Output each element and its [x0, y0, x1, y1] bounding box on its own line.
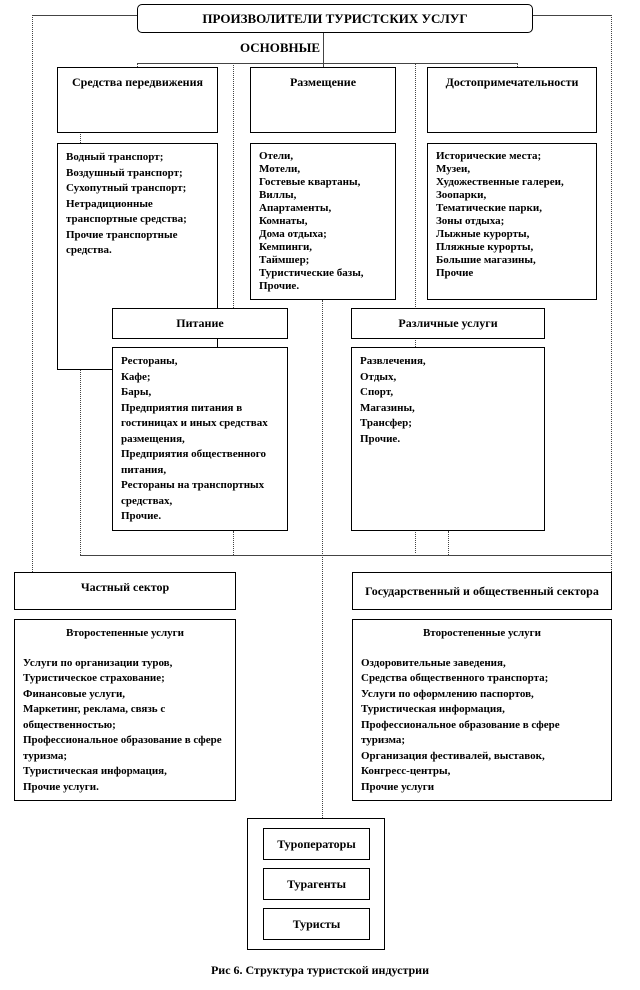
connector — [533, 15, 612, 16]
list-item: Комнаты, — [259, 215, 308, 227]
list-item: Тематические парки, — [436, 202, 542, 214]
list-item: Прочие услуги — [361, 780, 435, 793]
sights-title: Достопримечательности — [445, 75, 579, 89]
list-item: Услуги по организации туров, — [23, 656, 173, 669]
misc-list — [351, 347, 545, 531]
list-item: Средства общественного транспорта; — [361, 672, 549, 684]
list-item: Лыжные курорты, — [436, 228, 530, 240]
tourists-box — [263, 908, 370, 940]
connector — [611, 15, 612, 572]
list-item: Нетрадиционные транспортные средства; — [66, 197, 187, 225]
public-list — [352, 619, 612, 801]
sights-header — [427, 67, 597, 133]
food-list — [112, 347, 288, 531]
lodging-header — [250, 67, 396, 133]
list-item: Пляжные курорты, — [436, 241, 534, 253]
list-item: Водный транспорт; — [66, 151, 164, 163]
list-item: Виллы, — [259, 189, 297, 201]
food-header — [112, 308, 288, 339]
list-item: Прочие. — [259, 280, 300, 292]
list-item: Маркетинг, реклама, связь с общественностью; — [23, 703, 168, 731]
list-item: Таймшер; — [259, 254, 310, 266]
connector — [233, 63, 234, 308]
title: ПРОИЗВОЛИТЕЛИ ТУРИСТСКИХ УСЛУГ — [202, 10, 468, 26]
list-item: Рестораны, — [121, 355, 178, 367]
connector — [323, 33, 324, 67]
transport-title: Средства передвижения — [71, 75, 203, 89]
list-item: Мотели, — [259, 163, 301, 175]
connector — [233, 531, 234, 555]
list-item: Художественные галереи, — [436, 176, 564, 188]
connector — [137, 63, 517, 64]
lodging-title: Размещение — [289, 75, 357, 89]
food-title: Питание — [176, 316, 224, 330]
list-item: Дома отдыха; — [259, 228, 327, 240]
list-item: Большие магазины, — [436, 254, 536, 266]
sights-list — [427, 143, 597, 300]
list-item: Кемпинги, — [259, 241, 313, 253]
list-item: Кафе; — [121, 370, 151, 383]
list-item: Музеи, — [436, 163, 471, 175]
list-item: Туристическая информация, — [361, 703, 505, 715]
list-item: Апартаменты, — [259, 202, 332, 214]
connector — [80, 555, 612, 556]
list-item: Прочие услуги. — [23, 780, 99, 793]
list-item: Сухопутный транспорт; — [66, 182, 187, 194]
tour-operators-label: Туроператоры — [277, 836, 356, 851]
travel-agents-label: Турагенты — [287, 876, 346, 891]
list-item: Туристическое страхование; — [23, 672, 165, 684]
list-item: Туристическая информация, — [23, 765, 167, 777]
tour-operators-box — [263, 828, 370, 860]
list-item: Предприятия питания в гостиницах и иных средствах размещения, — [121, 401, 271, 445]
list-item: Магазины, — [360, 401, 415, 414]
travel-agents-box — [263, 868, 370, 900]
list-item: Отели, — [259, 150, 294, 162]
connector — [32, 15, 137, 16]
misc-header — [351, 308, 545, 339]
list-item: Трансфер; — [360, 417, 412, 429]
list-item: Оздоровительные заведения, — [361, 656, 506, 669]
public-header — [352, 572, 612, 610]
list-item: Туристические базы, — [259, 267, 364, 279]
list-item: Зоопарки, — [436, 189, 487, 201]
main-label: ОСНОВНЫЕ — [240, 40, 321, 55]
title-box — [137, 4, 533, 33]
list-item: Конгресс-центры, — [361, 765, 451, 777]
connector — [322, 300, 323, 818]
list-item: Гостевые квартаны, — [259, 176, 361, 188]
caption: Рис 6. Структура туристской индустрии — [210, 963, 430, 977]
list-item: Исторические места; — [436, 150, 542, 162]
list-item: Бары, — [121, 386, 152, 398]
public-title: Государственный и общественный сектора — [365, 583, 599, 598]
list-item: Прочие транспортные средства. — [66, 228, 181, 256]
list-item: Прочие. — [121, 510, 162, 522]
list-item: Профессиональное образование в сфере туризма; — [361, 718, 563, 746]
list-item: Организация фестивалей, выставок, — [361, 749, 545, 762]
subtitle: Второстепенные услуги — [422, 627, 542, 639]
connector — [448, 531, 449, 555]
list-item: Прочие — [436, 267, 474, 279]
list-item: Воздушный транспорт; — [66, 166, 183, 179]
lodging-list — [250, 143, 396, 300]
connector — [32, 15, 33, 572]
private-header — [14, 572, 236, 610]
list-item: Предприятия общественного питания, — [121, 448, 269, 476]
private-title: Частный сектор — [80, 580, 170, 594]
private-list — [14, 619, 236, 801]
list-item: Рестораны на транспортных средствах, — [121, 479, 267, 507]
misc-title: Различные услуги — [398, 316, 498, 330]
list-item: Развлечения, — [360, 355, 426, 367]
tourists-label: Туристы — [292, 916, 341, 931]
list-item: Услуги по оформлению паспортов, — [361, 687, 534, 700]
list-item: Спорт, — [360, 386, 394, 398]
list-item: Прочие. — [360, 432, 401, 445]
list-item: Отдых, — [360, 370, 397, 383]
transport-header — [57, 67, 218, 133]
list-item: Зоны отдыха; — [436, 215, 505, 227]
list-item: Профессиональное образование в сфере туризма; — [23, 734, 225, 762]
subtitle: Второстепенные услуги — [65, 627, 185, 639]
list-item: Финансовые услуги, — [23, 687, 126, 700]
